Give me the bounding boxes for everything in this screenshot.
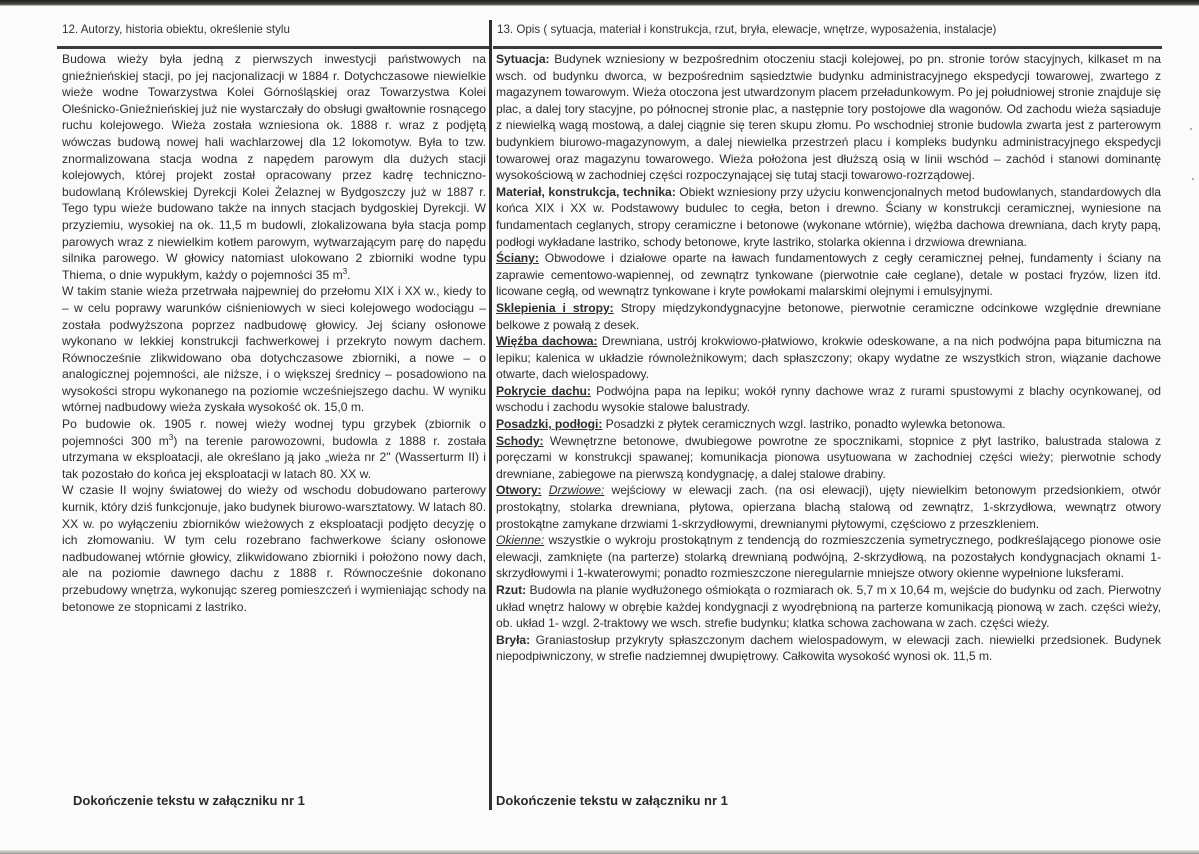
section-header-row (0, 6, 1199, 47)
section-heading: Więźba dachowa: (496, 334, 598, 349)
description-column (496, 51, 1161, 665)
description-section-roof-covering: Pokrycie dachu: Podwójna papa na lepiku; wokół rynny dachowe wraz z rurami spustowymi z blachy ocynkowanej, od wschodu i zachodu wysokie stalowe balustrady. (496, 383, 1161, 415)
header-rule-right (493, 46, 1162, 49)
history-paragraph: Po budowie ok. 1905 r. nowej wieży wodnej typu grzybek (zbiornik o pojemności 300 $m^3$) na terenie parowozowni, budowla z 1888 r. została utrzymana w eksploatacji, ale określano ją jako „wieża nr 2" (Wasserturm II) i tak pozostało do końca jej eksploatacji w latach 80. XX w. (62, 417, 487, 481)
scan-speck (1192, 178, 1194, 180)
description-section-openings: Otwory: Drzwiowe: wejściowy w elewacji zach. (na osi elewacji), ujęty niewielkim betonowym przedsionkiem, otwór prostokątny, stolarka drewniana, płytowa, opierzana blachą stalową od zewnątrz, 1-skrzydłowa, wewnątrz otwory prostokątne zamykane drzwiami 1-skrzydłowymi, drewnianymi płytowymi, częściowo z przeszkleniem. (496, 483, 1162, 531)
history-paragraph: W czasie II wojny światowej do wieży od wschodu dobudowano parterowy kurnik, który dziś funkcjonuje, jako budynek biurowo-warsztatowy. W latach 80. XX w. po wyłączeniu zbiorników wieżowych z eksploatacji podjęto decyzję o ich złomowaniu. W tym celu rozebrano fachwerkowe ściany osłonowe nadbudowanej wtórnie głowicy, zlikwidowano zbiorniki i położono nowy dach, ale na poziomie dawnego dachu z 1888 r. Równocześnie dokonano przebudowy wnętrza, wykonując szereg pomieszczeń i wymieniając schody na betonowe ze stopnicami z lastriko. (62, 483, 486, 614)
header-rule-left (57, 46, 490, 49)
history-continuation-note: Dokończenie tekstu w załączniku nr 1 (73, 793, 305, 808)
description-section-material: Materiał, konstrukcja, technika: Obiekt wzniesiony przy użyciu konwencjonalnych metod budowlanych, standardowych dla końca XIX i XX w. Podstawowy budulec to cegła, beton i drewno. Ściany w konstrukcji ceramicznej, wyniesione na fundamentach ceglanych, stropy ceramiczne i betonowe (wykonane wtórnie), więźba dachowa drewniana, dach kryty papą, podłogi wykładane lastriko, schody betonowe, kryte lastriko, stolarka okienna i drzwiowa drewniana. (496, 184, 1161, 249)
section-heading: Rzut: (496, 583, 527, 597)
section-12-title: 12. Autorzy, historia obiektu, określenie stylu (62, 23, 290, 36)
section-heading: Schody: (496, 433, 544, 448)
description-section-plan: Rzut: Budowla na planie wydłużonego ośmiokąta o rozmiarach ok. 5,7 m x 10,64 m, wejście do budynku od zach. Pierwotny układ wnętrz halowy w obrębie każdej kondygnacji z wyodrębnioną na parterze komunikacją pionową w zach. części wieży, ob. układ 1- wzgl. 2-traktowy we wsch. strefie budynku; klatka schowa zachowana w zach. części wieży. (496, 583, 1161, 631)
section-subheading: Drzwiowe: (548, 483, 605, 498)
section-13-title: 13. Opis ( sytuacja, materiał i konstrukcja, rzut, bryła, elewacje, wnętrze, wyposażenia, instalacje) (497, 23, 997, 36)
scan-edge-bottom (0, 850, 1199, 854)
section-heading: Pokrycie dachu: (496, 383, 591, 398)
history-paragraph: W takim stanie wieża przetrwała najpewniej do przełomu XIX i XX w., kiedy to – w celu poprawy warunków ciśnieniowych w sieci kolejowego wodociągu – została podwyższona poprzez nadbudowę głowicy. Jej ściany osłonowe wykonano w lekkiej konstrukcji fachwerkowej i przekryto nowym dachem. Równocześnie zlikwidowano oba dotychczasowe zbiorniki, a nowe – o analogicznej pojemności, ale niższe, i o większej średnicy – posadowiono na wysokości stropu wykonanego na poziomie wcześniejszego dachu. W wyniku wtórnej nadbudowy wieża zyskała wysokość ok. 15,0 m. (62, 284, 486, 415)
section-heading: Sytuacja: (496, 52, 550, 66)
section-heading: Ściany: (496, 251, 539, 266)
column-divider (489, 20, 492, 810)
description-section-walls: Ściany: Obwodowe i działowe oparte na ławach fundamentowych z cegły ceramicznej pełnej, fundamenty i ściany na zaprawie cementowo-wapiennej, od zewnątrz tynkowane (pierwotnie całe ceglane), detale w postaci fryzów, lizen itd. licowane cegłą, od wewnątrz tynkowane i kryte powłokami malarskimi olejnymi i emulsyjnymi. (496, 251, 1161, 299)
history-paragraph: Budowa wieży była jedną z pierwszych inwestycji państwowych na gnieźnieńskiej stacji, po jej nacjonalizacji w 1884 r. Dotychczasowe niewielkie wieże wodne Towarzystwa Kolei Górnośląskiej oraz Towarzystwa Kolei Oleśnicko-Gnieźnieńskiej już nie wystarczały do obsługi gwałtownie rosnącego ruchu kolejowego. Wieża została wzniesiona ok. 1888 r. wraz z podjętą wówczas budową nowej hali wachlarzowej dla 12 lokomotyw. Była to tzw. znormalizowana stacja wodna z napędem parowym dla dużych stacji kolejowych, której projekt został opracowany przez kadrę techniczno-budowlaną Królewskiej Dyrekcji Kolei Żelaznej w Bydgoszczy już w 1887 r. Tego typu wieże budowano także na innych stacjach bydgoskiej Dyrekcji. W przyziemiu, wysokiej na ok. 11,5 m budowli, zlokalizowana była stacja pomp parowych wraz z niewielkim kotłem parowym, wytwarzającym parę do napędu silnika parowego. W głowicy natomiast ulokowano 2 zbiorniki wodne typu Thiema, o dnie wypukłym, każdy o pojemności 35 $m^3$. (62, 52, 486, 282)
history-column (62, 51, 486, 615)
description-section-situation: Sytuacja: Budynek wzniesiony w bezpośrednim otoczeniu stacji kolejowej, po pn. stronie torów stacyjnych, kilkaset m na wsch. od budynku dworca, w bezpośrednim sąsiedztwie budynku administracyjnego ekspedycji towarowej, zwartego z magazynem towarowym. Wieża otoczona jest utwardzonym placem przeładunkowym. Po jej południowej stronie znajduje się plac, a dalej tory stacyjne, po północnej stronie plac, a następnie tory postojowe dla wagonów. Od zachodu wieża sąsiaduje z niewielką wagą mostową, a dalej ciągnie się teren skupu złomu. Po wschodniej stronie budowla zwarta jest z parterowym budynkiem biurowo-magazynowym, a dalej niewielka przestrzeń placu i kompleks budynku administracyjnego ekspedycji towarowej oraz magazynu towarowego. Wieża położona jest dłuższą osią w linii wschód – zachód i stanowi dominantę wysokościową w zachodniej części rozpoczynającej się tutaj stacji towarowo-rozrządowej. (496, 52, 1161, 183)
section-heading: Bryła: (496, 632, 531, 647)
description-section-ceilings: Sklepienia i stropy: Stropy międzykondygnacyjne betonowe, pierwotnie ceramiczne odcinkowe względnie drewniane belkowe z powałą z desek. (496, 300, 1162, 332)
section-heading: Otwory: (496, 483, 542, 498)
section-heading: Posadzki, podłogi: (496, 417, 603, 432)
section-heading: Materiał, konstrukcja, technika: (496, 184, 676, 199)
section-subheading: Okienne: (496, 533, 545, 548)
section-heading: Sklepienia i stropy: (496, 300, 614, 315)
description-continuation-note: Dokończenie tekstu w załączniku nr 1 (496, 793, 728, 808)
scan-speck (1190, 128, 1192, 130)
description-section-roof-truss: Więźba dachowa: Drewniana, ustrój krokwiowo-płatwiowo, krokwie odeskowane, a na nich podwójna papa bitumiczna na lepiku; kalenica w układzie równoleżnikowym; dach spłaszczony; okapy wydatne ze wszystkich stron, wiązanie dachowe otwarte, dach wielospadowy. (496, 334, 1161, 382)
description-section-windows: Okienne: wszystkie o wykroju prostokątnym z tendencją do rozmieszczenia symetrycznego, podkreślającego pionowe osie elewacji, zamknięte (na parterze) stolarką drewnianą podwójną, 2-skrzydłową, na pozostałych kondygnacjach oknami 1-skrzydłowymi i 1-kwaterowymi; ponadto rozmieszczone nieregularnie mniejsze otwory okienne wypełnione luksferami. (496, 533, 1161, 581)
description-section-floors: Posadzki, podłogi: Posadzki z płytek ceramicznych wzgl. lastriko, ponadto wylewka betonowa. (496, 417, 1006, 432)
description-section-stairs: Schody: Wewnętrzne betonowe, dwubiegowe powrotne ze spocznikami, stopnice z płyt lastriko, balustrada stalowa z poręczami w konstrukcji spawanej; komunikacja pionowa usytuowana w zachodniej części wieży; pierwotnie schody drewniane, zabiegowe na pierwszą kondygnację, a dalej stalowe drabiny. (496, 433, 1161, 481)
description-section-massing: Bryła: Graniastosłup przykryty spłaszczonym dachem wielospadowym, w elewacji zach. niewielki przedsionek. Budynek niepodpiwniczony, w strefie nadziemnej dwupiętrowy. Całkowita wysokość wynosi ok. 11,5 m. (496, 632, 1161, 664)
